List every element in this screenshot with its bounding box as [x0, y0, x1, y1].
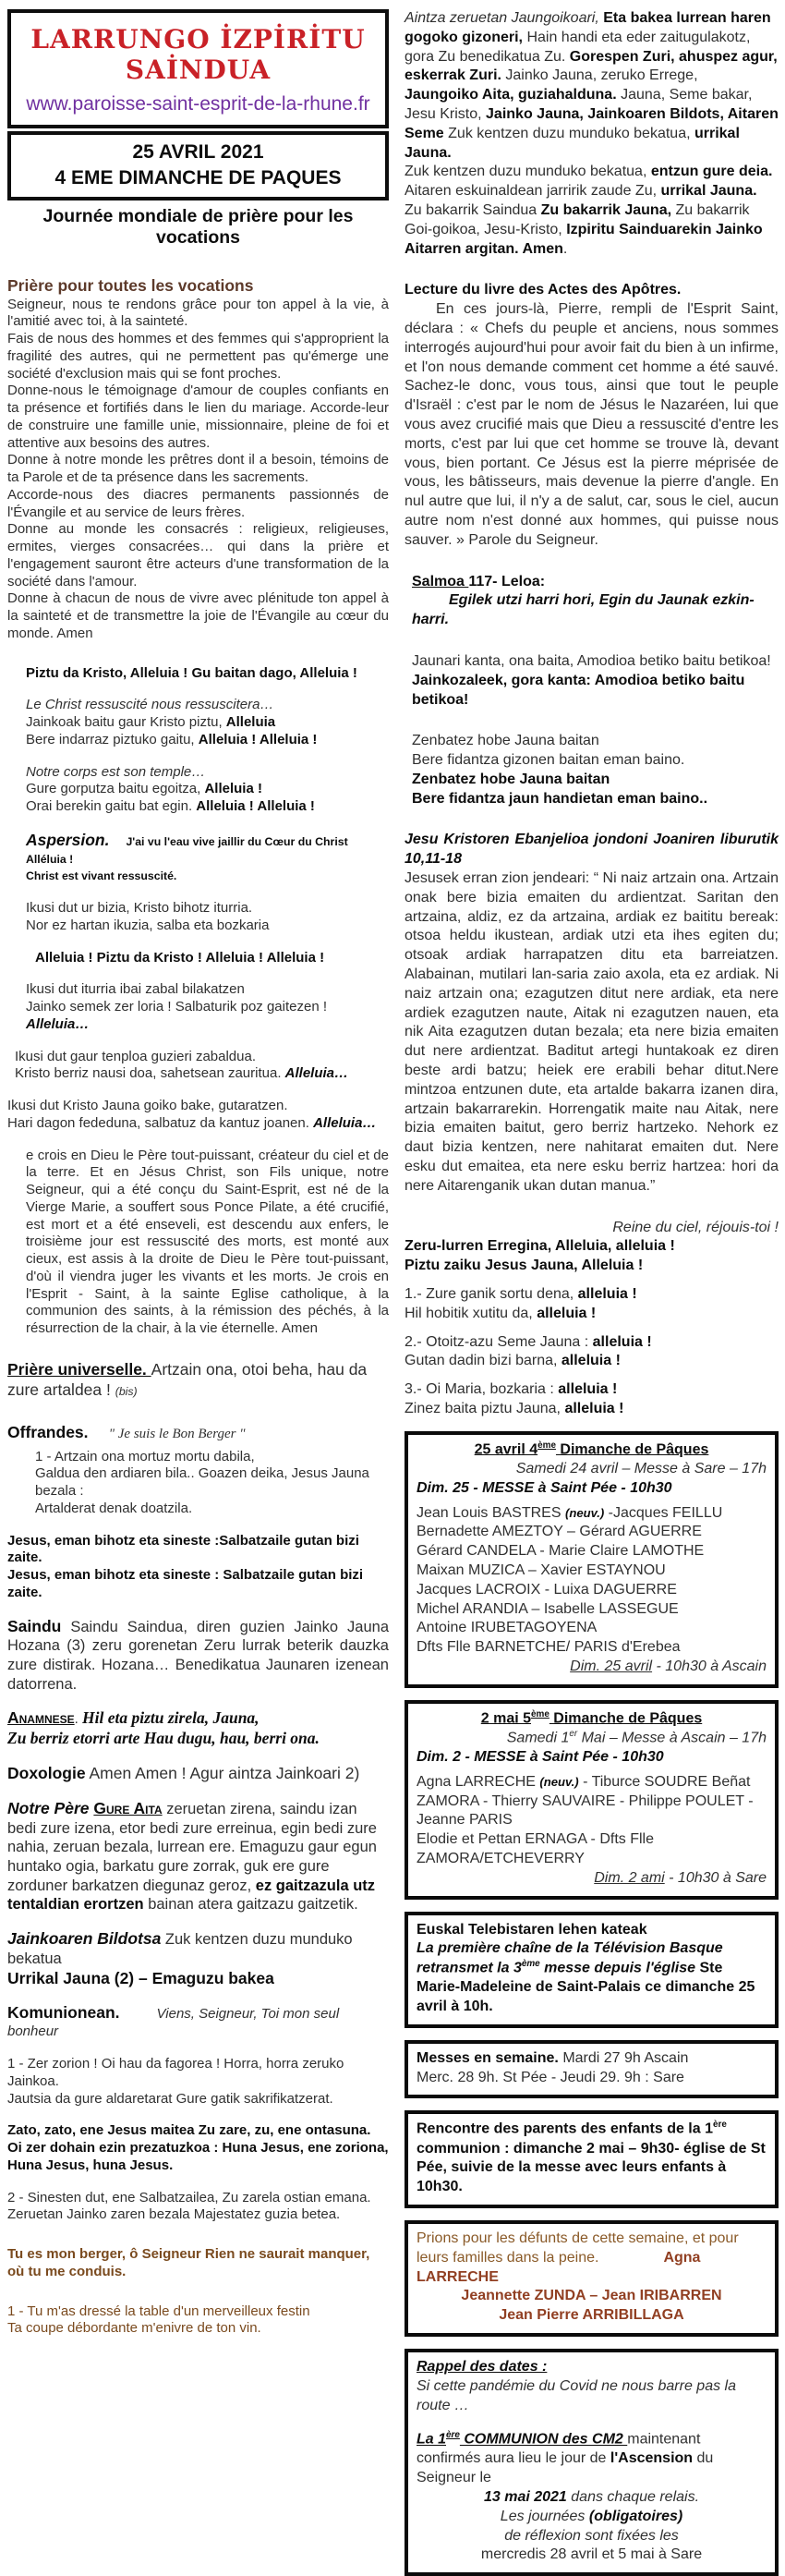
text-run: Christ est vivant ressuscité. [26, 869, 177, 883]
text-run: Donne à notre monde les prêtres dont il a besoin, témoins de ta Parole et de ta présence dans les sacrements. [7, 452, 389, 486]
text-run: Jacques LACROIX - Luixa DAGUERRE [417, 1581, 677, 1598]
text-run: de réflexion sont fixées les [504, 2527, 679, 2544]
text-run: Jaungoiko Aita, guziahalduna. [405, 87, 617, 103]
text-run: Jesus, eman bihotz eta sineste : Salbatzaile gutan bizi zaite. [7, 1567, 364, 1600]
text-run: Artzain ona, otoi beha, hau da zure artaldea ! [7, 1359, 368, 1399]
text-run: Izpiritu Sainduarekin Jainko Aitarren argitan. Amen [405, 221, 763, 257]
deceased-name-3 [417, 2306, 767, 2326]
first-reading-text [405, 300, 779, 550]
deceased-prayer-text [417, 2230, 767, 2287]
prayer-vocations-p2 [7, 331, 389, 383]
offrandes-refrain [7, 1533, 389, 1602]
text-run: Zu berriz etorri arte Hau dugu, hau, berri ona. [7, 1729, 320, 1748]
text-run: Jainko Jauna, zeruko Errege, [501, 67, 698, 84]
first-reading-heading [405, 281, 779, 300]
parish-logo-box [7, 9, 389, 128]
hymn-piztu-da-kristo [7, 665, 389, 683]
text-run: Zenbatez hobe Jauna baitan [412, 733, 599, 749]
text-run: ez gaitzazula utz tentaldian erortzen [7, 1877, 376, 1914]
text-run: communion : dimanche 2 mai – 9h30- église de St Pée, suivie de la messe avec leurs enfants à 10h30. [417, 2140, 766, 2195]
box-may-2-schedule [405, 1700, 779, 1900]
text-run: Jainko Jauna, Jainkoaren Bildots, Aitaren Seme [405, 105, 779, 141]
regina-caeli-verse-1 [405, 1285, 779, 1324]
text-run: ème [531, 1708, 550, 1719]
credo [7, 1148, 389, 1338]
text-run: du Seigneur le [417, 2450, 714, 2486]
text-run: Merc. 28 9h. St Pée - Jeudi 29. 9h : Sare [417, 2069, 684, 2085]
text-run: Agna LARRECHE [417, 2249, 701, 2285]
text-run: Bere fidantza jaun handietan eman baino.. [412, 790, 708, 807]
text-run: 2.- Otoitz-azu Seme Jauna : [405, 1333, 593, 1350]
text-run: Gutan dadin bizi barna, [405, 1353, 562, 1369]
aspersion [7, 831, 389, 885]
text-run: Leloa: [501, 573, 546, 589]
text-run: bainan atera gaitzazu gaitzetik. [143, 1896, 358, 1914]
text-run: Jauna, Seme bakar, Jesu Kristo, [405, 87, 753, 122]
text-run: 1 - Tu m'as dressé la table d'un merveilleux festin [7, 2303, 310, 2319]
aspersion-verse-2 [7, 981, 389, 1033]
text-run: Ikusi dut iturria ibai zabal bilakatzen [26, 981, 245, 998]
text-run: - Tiburce SOUDRE Beñat ZAMORA - Thierry SAUVAIRE - Philippe POULET - Jeanne PARIS [417, 1773, 754, 1829]
text-run: Rappel des dates : [417, 2358, 548, 2375]
text-run: entzun gure deia. [650, 164, 773, 180]
april24-saturday-mass [417, 1460, 767, 1479]
text-run: Messes en semaine. [417, 2049, 559, 2066]
text-run: Jainkoak baitu gaur Kristo piztu, [26, 714, 226, 731]
text-run: Bernadette AMEZTOY – Gérard AGUERRE [417, 1524, 702, 1540]
text-run: Donne à chacun de nous de vivre avec plénitude ton appel à la sainteté et de transmettre la joie de l'Évangile au cœur du monde. Amen [7, 590, 389, 641]
text-run: alleluia ! [592, 1333, 652, 1350]
prayer-vocations-heading [7, 276, 389, 297]
text-run: Egilek utzi harri hori, Egin du Jaunak ezkin-harri. [412, 592, 755, 628]
priere-universelle [7, 1360, 389, 1401]
text-run: Donne-nous le témoignage d'amour de couples confiants en ta présence et fortifiés dans le lien du mariage. Accorde-leur de construire une famille unie, missionnaire, pleine de foi et attentive aux besoins des autres. [7, 383, 389, 451]
text-run: La première chaîne de la Télévision Basque retransmet la 3 [417, 1940, 723, 1976]
date-box [7, 131, 389, 200]
text-run: (bis) [115, 1384, 138, 1398]
text-run: Kristo berriz nausi doa, sahetsean zauritua. [15, 1065, 285, 1082]
prayer-vocations-p5 [7, 487, 389, 522]
text-run: er [569, 1728, 578, 1739]
box-april-25-schedule [405, 1431, 779, 1688]
aspersion-verse-3 [7, 1049, 389, 1084]
may1-saturday-mass [417, 1729, 767, 1748]
text-run: alleluia ! [564, 1401, 624, 1416]
text-run: Donne au monde les consacrés : religieux, religieuses, ermites, vierges consacrées… qui dans la prière et l'engagement sauront être acteurs d'une transformation de la société dans l'amour. [7, 521, 389, 589]
text-run: Notre corps est son temple… [26, 763, 206, 780]
gloria [405, 9, 779, 259]
text-run: Urrikal Jauna (2) – Emaguzu bakea [7, 1968, 274, 1987]
box-basque-tv-notice [405, 1912, 779, 2028]
anamnese [7, 1708, 389, 1749]
text-run: ère [713, 2120, 727, 2131]
may2-sare-mass [417, 1869, 767, 1889]
text-run: 3.- Oi Maria, bozkaria : [405, 1381, 559, 1398]
first-communion-date-line [417, 2488, 767, 2508]
text-run: Aintza zeruetan Jaungoikoari, [405, 10, 599, 26]
notre-pere [7, 1799, 389, 1914]
parents-meeting [417, 2120, 767, 2197]
text-run: Ikusi dut Kristo Jauna goiko bake, gutaratzen. [7, 1098, 288, 1114]
text-run: Bere fidantza gizonen baitan eman baino. [412, 752, 685, 769]
text-run: J'ai vu l'eau vive jaillir du Cœur du Christ Alléluia ! [26, 834, 348, 866]
text-run: alleluia ! [558, 1381, 618, 1398]
prayer-vocations-p4 [7, 452, 389, 487]
weekday-masses [417, 2049, 767, 2088]
reflection-days-3 [417, 2546, 767, 2565]
text-run: Accorde-nous des diacres permanents passionnés de l'Évangile et au service de leurs frères. [7, 486, 389, 520]
text-run: alleluia ! [577, 1286, 637, 1303]
text-run: Ikusi dut gaur tenploa guzieri zabaldua. [15, 1048, 257, 1064]
text-run: 1 - Artzain ona mortuz mortu dabila, [35, 1448, 255, 1464]
right-column [405, 9, 779, 2576]
aspersion-verse-1 [7, 900, 389, 935]
communion-verse-2 [7, 2190, 389, 2225]
text-run: Aitaren eskuinaldean jarririk zaude Zu, [405, 183, 661, 200]
text-run: 2 - Sinesten dut, ene Salbatzailea, Zu zarela ostian emana. [7, 2189, 371, 2205]
text-run: Aspersion. [26, 830, 110, 849]
text-run: Alleluia ! Piztu da Kristo ! Alleluia ! Alleluia ! [35, 949, 325, 966]
text-run: Dim. 25 avril [570, 1658, 653, 1674]
text-run: Ta coupe débordante m'enivre de ton vin. [7, 2320, 261, 2337]
text-run: Galdua den ardiaren bila.. Goazen deika, Jesus Jauna bezala : [35, 1465, 369, 1500]
text-run: Offrandes. [7, 1422, 89, 1441]
box-first-communion-parents-meeting [405, 2110, 779, 2208]
text-run: (neuv.) [539, 1774, 579, 1789]
text-run: Dimanche de Pâques [555, 1441, 709, 1458]
psalm-verse-1 [405, 652, 779, 710]
deceased-name-2 [417, 2287, 767, 2306]
box-dates-reminder [405, 2349, 779, 2576]
text-run: Ikusi dut ur bizia, Kristo bihotz iturria. [26, 900, 253, 917]
text-run: ème [521, 1959, 540, 1970]
text-run: Alleluia ! Alleluia ! [196, 798, 315, 815]
text-run: 13 mai 2021 [483, 2489, 567, 2506]
april25-ascain-mass [417, 1658, 767, 1677]
text-run: Artalderat denak doatzila. [35, 1500, 193, 1516]
text-run: Gorespen Zuri, ahuspez agur, eskerrak Zuri. [405, 48, 778, 84]
prayer-vocations-p7 [7, 590, 389, 642]
text-run: Anamnese [7, 1708, 75, 1728]
psalm-verse-2 [405, 732, 779, 808]
text-run: Zato, zato, ene Jesus maitea Zu zare, zu, ene ontasuna. [7, 2122, 371, 2139]
text-run: Gure gorputza baitu egoitza, [26, 781, 205, 797]
text-run: Prière universelle. [7, 1359, 151, 1379]
text-run: Komunionean. [7, 2003, 120, 2023]
text-run: 1 - Zer zorion ! Oi hau da fagorea ! Horra, horra zeruko Jainkoa. [7, 2056, 344, 2089]
text-run: Gure Aita [93, 1798, 163, 1817]
text-run: COMMUNION des CM2 [459, 2431, 628, 2448]
regina-caeli-verse-2 [405, 1333, 779, 1372]
text-run: Zenbatez hobe Jauna baitan [412, 771, 610, 787]
text-run: Dfts Flle BARNETCHE/ PARIS d'Erebea [417, 1639, 681, 1656]
may2-sunday-mass [417, 1748, 767, 1768]
text-run: Zeruetan Jainko zaren bezala Majestatez guzia betea. [7, 2206, 341, 2223]
text-run: Jesu Kristoren Ebanjelioa jondoni Joaniren liburutik 10,11-18 [405, 832, 779, 868]
dates-reminder-heading [417, 2358, 767, 2377]
text-run: Elodie et Pettan ERNAGA - Dfts Flle ZAMORA/ETCHEVERRY [417, 1831, 654, 1866]
text-run: Dim. 2 - MESSE à Saint Pée - 10h30 [417, 1748, 664, 1765]
text-run: Zeru-lurren Erregina, Alleluia, alleluia ! [405, 1238, 675, 1255]
berger-verse [7, 2303, 389, 2339]
text-run: zeruetan zirena, saindu izan bedi zure izena, etor bedi zure erreinua, egin bedi zure nahia, zeruan bezala, lurrean ere. Emaguzu gaur egun huntako ogia, barkatu gure zorrak, guk ere gure zorduner barkatzen diegunaz geroz, [7, 1800, 377, 1894]
text-run: " Je suis le Bon Berger " [108, 1426, 246, 1441]
text-run: Alleluia ! Alleluia ! [198, 731, 318, 747]
text-run: Jean Pierre ARRIBILLAGA [499, 2307, 684, 2324]
text-run: Jainko semek zer loria ! Salbaturik poz gaitezen ! [26, 999, 327, 1015]
text-run: Hari dagon fededuna, salbatuz da kantuz joanen. [7, 1114, 314, 1131]
text-run: Prions pour les défunts de cette semaine, et pour leurs familles dans la peine. [417, 2230, 739, 2266]
text-run: . [74, 1711, 82, 1728]
regina-caeli-french [405, 1219, 779, 1238]
doxologie [7, 1764, 389, 1784]
april25-sunday-mass [417, 1479, 767, 1499]
hymn-verse-2 [7, 764, 389, 816]
text-run: Alleluia… [26, 1015, 90, 1032]
text-run: Bere indarraz piztuko gaitu, [26, 731, 199, 747]
text-run: . [562, 240, 568, 257]
text-run: urrikal Jauna. [405, 125, 740, 161]
text-run: Ste Marie-Madeleine de Saint-Palais ce dimanche 25 avril à 10h. [417, 1960, 755, 2015]
bulletin-sunday-title: 4 EME DIMANCHE DE PAQUES [54, 167, 342, 189]
text-run: Eta bakea lurrean haren gogoko gizoneri, [405, 10, 771, 45]
parish-website-url: www.paroisse-saint-esprit-de-la-rhune.fr [26, 93, 370, 115]
text-run: Orai berekin gaitu bat egin. [26, 798, 197, 815]
text-run: Samedi 1 [506, 1730, 570, 1746]
bulletin-date: 25 AVRIL 2021 [132, 141, 264, 163]
text-run: Zuk kentzen duzu munduko bekatua [7, 1930, 353, 1967]
sanctus [7, 1617, 389, 1695]
text-run: Fais de nous des hommes et des femmes qui s'approprient la fragilité des autres, qui ne permettent pas qu'émerge une société d'exclusion mais qui se font proches. [7, 331, 389, 382]
may2-title [417, 1709, 767, 1729]
alleluia-refrain [7, 950, 389, 967]
prayer-vocations-p1 [7, 297, 389, 332]
text-run: Dimanche de Pâques [549, 1710, 703, 1727]
text-run: Huna Jesus, huna Jesus. [7, 2157, 174, 2173]
text-run: 117- [468, 573, 498, 589]
aspersion-verse-4 [7, 1098, 389, 1133]
text-run: Reine du ciel, réjouis-toi ! [612, 1219, 779, 1235]
text-run: Dim. 25 - MESSE à Saint Pée - 10h30 [417, 1479, 672, 1496]
text-run: Dim. 2 ami [594, 1869, 665, 1886]
text-run: Rencontre des parents des enfants de la 1 [417, 2120, 713, 2137]
dates-reminder-covid [417, 2377, 767, 2416]
text-run: En ces jours-là, Pierre, rempli de l'Esprit Saint, déclara : « Chefs du peuple et anciens, nous sommes interrogés aujourd'hui pour avoir fait du bien à un infirme, et l'on nous demande comment cet homme a été sauvé. Sachez-le donc, vous tous, ainsi que tout le peuple d'Israël : c'est par le nom de Jésus le Nazaréen, lui que vous avez crucifié mais que Dieu a ressuscité d'entre les morts, c'est par lui que cet homme se trouve là, devant vous, bien portant. Ce Jésus est la pierre méprisée de vous, les bâtisseurs, mais devenue la pierre d'angle. En nul autre que lui, il n'y a de salut, car, sous le ciel, aucun autre nom n'est donné aux hommes, qui puisse nous sauver. » Parole du Seigneur. [405, 301, 779, 548]
text-run: Zu bakarrik Saindua [405, 201, 541, 218]
text-run: Prière pour toutes les vocations [7, 275, 254, 295]
text-run: Jainkozaleek, gora kanta: Amodioa betiko baitu betikoa! [412, 672, 745, 708]
text-run: Maixan MUZICA – Xavier ESTAYNOU [417, 1561, 666, 1578]
tv-notice-french [417, 1939, 767, 2017]
regina-caeli-refrain [405, 1237, 779, 1276]
text-run: ère [446, 2430, 460, 2441]
text-run: Alleluia [225, 714, 276, 731]
text-run: Oi zer dohain ezin prezatuzkoa : Huna Jesus, ene zoriona, [7, 2140, 389, 2157]
text-run: Saindu [7, 1616, 62, 1635]
text-run: messe depuis l'église [539, 1960, 700, 1976]
text-run: mercredis 28 avril et 5 mai à Sare [480, 2546, 703, 2563]
psalm-heading [405, 573, 779, 630]
text-run: alleluia ! [537, 1305, 597, 1321]
offrandes-verse [7, 1449, 389, 1518]
text-run: Le Christ ressuscité nous ressuscitera… [26, 697, 274, 713]
text-run: Lecture du livre des Actes des Apôtres. [405, 282, 682, 298]
box-deceased-prayer [405, 2220, 779, 2337]
left-column [7, 9, 389, 2576]
text-run: dans chaque relais. [566, 2489, 700, 2506]
text-run: Alleluia… [313, 1114, 377, 1131]
text-run: Mai – Messe à Ascain – 17h [577, 1730, 767, 1746]
text-run: 25 avril 4 [474, 1441, 538, 1458]
text-run: Zuk kentzen duzu munduko bekatua, [443, 125, 694, 141]
hymn-verse-1 [7, 697, 389, 748]
text-run: (neuv.) [564, 1505, 605, 1520]
text-run: Jautsia da gure aldaretarat Gure gatik sakrifikatzerat. [7, 2090, 333, 2107]
first-communion-date [417, 2430, 767, 2488]
communion-refrain [7, 2122, 389, 2174]
text-run: Piztu zaiku Jesus Jauna, Alleluia ! [405, 1258, 644, 1274]
text-run: Jesusek erran zion jendeari: “ Ni naiz artzain ona. Artzain onak bere bizia emaiten du ardientzat. Saritan den artzaina, aldiz, ez da artzaina, ardiak ez baititu bereak: otsoa heldu ikustean, ardiak utzi eta ihes egiten du; otsoak ardiak harrapatzen ditu eta barreiatzen. Alabainan, mutilari lan-saria zaio axola, eta ez ardiak. Ni naiz artzain ona; ezagutzen ditut nere ardiak, eta nere ardiek ezagutzen naute, Aitak ni ezagutzen nauen, eta nik Aita ezagutzen dutan bezala; eta nere bizia emaiten dut nere ardientzat. Baditut artegi huntakoak ez diren beste ardi batzu; heiek ere erabili behar ditut.Nere mintzoa entzunen dute, eta artalde bakarra izanen dira, artzain bakarrarekin. Horrengatik maite nau Aitak, nere bizia emaiten baitut, gero berriz hartzeko. Nehork ez daut bizia kentzen, nere nahitarat emaiten dut. Nere esku dut emaitea, eta nere esku berriz hartzea: hori da nere Aitarenganik ukan dutan manua.” [405, 870, 779, 1194]
text-run: Hain handi eta eder zaitugulakotz, gora Zu benedikatua Zu. [405, 29, 751, 65]
text-run: Mardi 27 9h Ascain [558, 2049, 689, 2066]
agnus-dei [7, 1929, 389, 1989]
text-run: Nor ez hartan ikuzia, salba eta bozkaria [26, 917, 270, 933]
text-run: 2 mai 5 [480, 1710, 532, 1727]
text-run: Jeannette ZUNDA – Jean IRIBARREN [461, 2288, 722, 2304]
world-prayer-day-title: Journée mondiale de prière pour les vocations [42, 205, 354, 248]
text-run: ème [537, 1440, 556, 1451]
text-run: Euskal Telebistaren lehen kateak [417, 1921, 647, 1938]
text-run: Seigneur, nous te rendons grâce pour ton appel à la vie, à l'amitié avec toi, à la sainteté. [7, 296, 389, 330]
text-run: Agna LARRECHE [417, 1773, 540, 1790]
text-run: Zu bakarrik Goi-goikoa, Jesu-Kristo, [405, 201, 750, 237]
text-run: Jainkoaren Bildotsa [7, 1928, 162, 1948]
box-weekday-masses [405, 2040, 779, 2099]
text-run: 1.- Zure ganik sortu dena, [405, 1286, 578, 1303]
communion-verse-1 [7, 2056, 389, 2108]
text-run: (obligatoires) [588, 2508, 683, 2524]
tv-notice-basque [417, 1921, 767, 1940]
text-run: Doxologie [7, 1764, 86, 1783]
text-run: Hil hobitik xutitu da, [405, 1305, 537, 1321]
text-run: Jean Louis BASTRES [417, 1504, 565, 1521]
text-run: maintenant confirmés aura lieu le jour de [417, 2431, 701, 2467]
text-run: urrikal Jauna. [660, 183, 757, 200]
parish-name: LARRUNGO İZPİRİTU SAİNDUA [30, 24, 366, 85]
text-run: Zinez baita piztu Jauna, [405, 1401, 565, 1416]
text-run: Salmoa [412, 573, 469, 589]
text-run: Gérard CANDELA - Marie Claire LAMOTHE [417, 1543, 705, 1560]
berger-refrain [7, 2246, 389, 2281]
text-run: Michel ARANDIA – Isabelle LASSEGUE [417, 1600, 679, 1617]
text-run: Viens, Seigneur, Toi mon seul bonheur [7, 2006, 340, 2040]
text-run: Jaunari kanta, ona baita, Amodioa betiko baitu betikoa! [412, 652, 771, 669]
text-run: Antoine IRUBETAGOYENA [417, 1620, 598, 1636]
text-run: Jesus, eman bihotz eta sineste :Salbatzaile gutan bizi zaite. [7, 1532, 359, 1566]
text-run: Hil eta piztu zirela, Jauna, [82, 1708, 260, 1728]
offrandes-heading [7, 1423, 389, 1443]
text-run: Piztu da Kristo, Alleluia ! Gu baitan dago, Alleluia ! [26, 664, 357, 681]
reflection-days-1 [417, 2508, 767, 2527]
text-run: - 10h30 à Sare [664, 1869, 767, 1886]
left-column-content [7, 276, 389, 2338]
text-run: Amen Amen ! Agur aintza Jainkoari 2) [85, 1764, 360, 1783]
reflection-days-2 [417, 2527, 767, 2546]
gospel [405, 831, 779, 1196]
right-column-content [405, 9, 779, 2576]
text-run: La 1 [417, 2431, 447, 2448]
text-run: -Jacques FEILLU [604, 1504, 723, 1521]
text-run: Si cette pandémie du Covid ne nous barre pas la route … [417, 2377, 736, 2413]
prayer-vocations-p6 [7, 521, 389, 590]
april25-title [417, 1440, 767, 1460]
regina-caeli-verse-3 [405, 1380, 779, 1419]
may2-intentions [417, 1773, 767, 1869]
april25-intentions [417, 1504, 767, 1658]
text-run: Notre Père [7, 1798, 94, 1817]
prayer-vocations-p3 [7, 383, 389, 452]
text-run: Alleluia… [284, 1065, 349, 1082]
text-run: Zuk kentzen duzu munduko bekatua, [405, 164, 651, 180]
text-run: Saindu Saindua, diren guzien Jainko Jauna Hozana (3) zeru gorenetan Zeru lurrak beterik dauzka zure distirak. Hozana… Benedikatua Jaunaren izenean datorrena. [7, 1618, 389, 1693]
text-run: Tu es mon berger, ô Seigneur Rien ne saurait manquer, [7, 2246, 370, 2263]
text-run: l'Ascension [610, 2450, 694, 2467]
text-run: Alleluia ! [204, 781, 262, 797]
text-run: où tu me conduis. [7, 2263, 127, 2279]
communion-heading [7, 2003, 389, 2041]
text-run: e crois en Dieu le Père tout-puissant, créateur du ciel et de la terre. Et en Jésus Christ, son Fils unique, notre Seigneur, qui a été conçu du Saint-Esprit, est né de la Vierge Marie, a souffert sous Ponce Pilate, a été crucifié, est mort et a été enseveli, est descendu aux enfers, le troisième jour est ressuscité des morts, est monté aux cieux, est assis à la droite de Dieu le Père tout-puissant, d'où il viendra juger les vivants et les morts. Je crois en l'Esprit - Saint, à la sainte Eglise catholique, à la communion des saints, à la rémission des péchés, à la résurrection de la chair, à la vie éternelle. Amen [26, 1147, 389, 1337]
text-run: - 10h30 à Ascain [652, 1658, 767, 1674]
text-run: alleluia ! [561, 1353, 621, 1369]
text-run: Les journées [500, 2508, 589, 2524]
text-run: Zu bakarrik Jauna, [540, 201, 672, 218]
text-run: Samedi 24 avril – Messe à Sare – 17h [515, 1460, 767, 1476]
